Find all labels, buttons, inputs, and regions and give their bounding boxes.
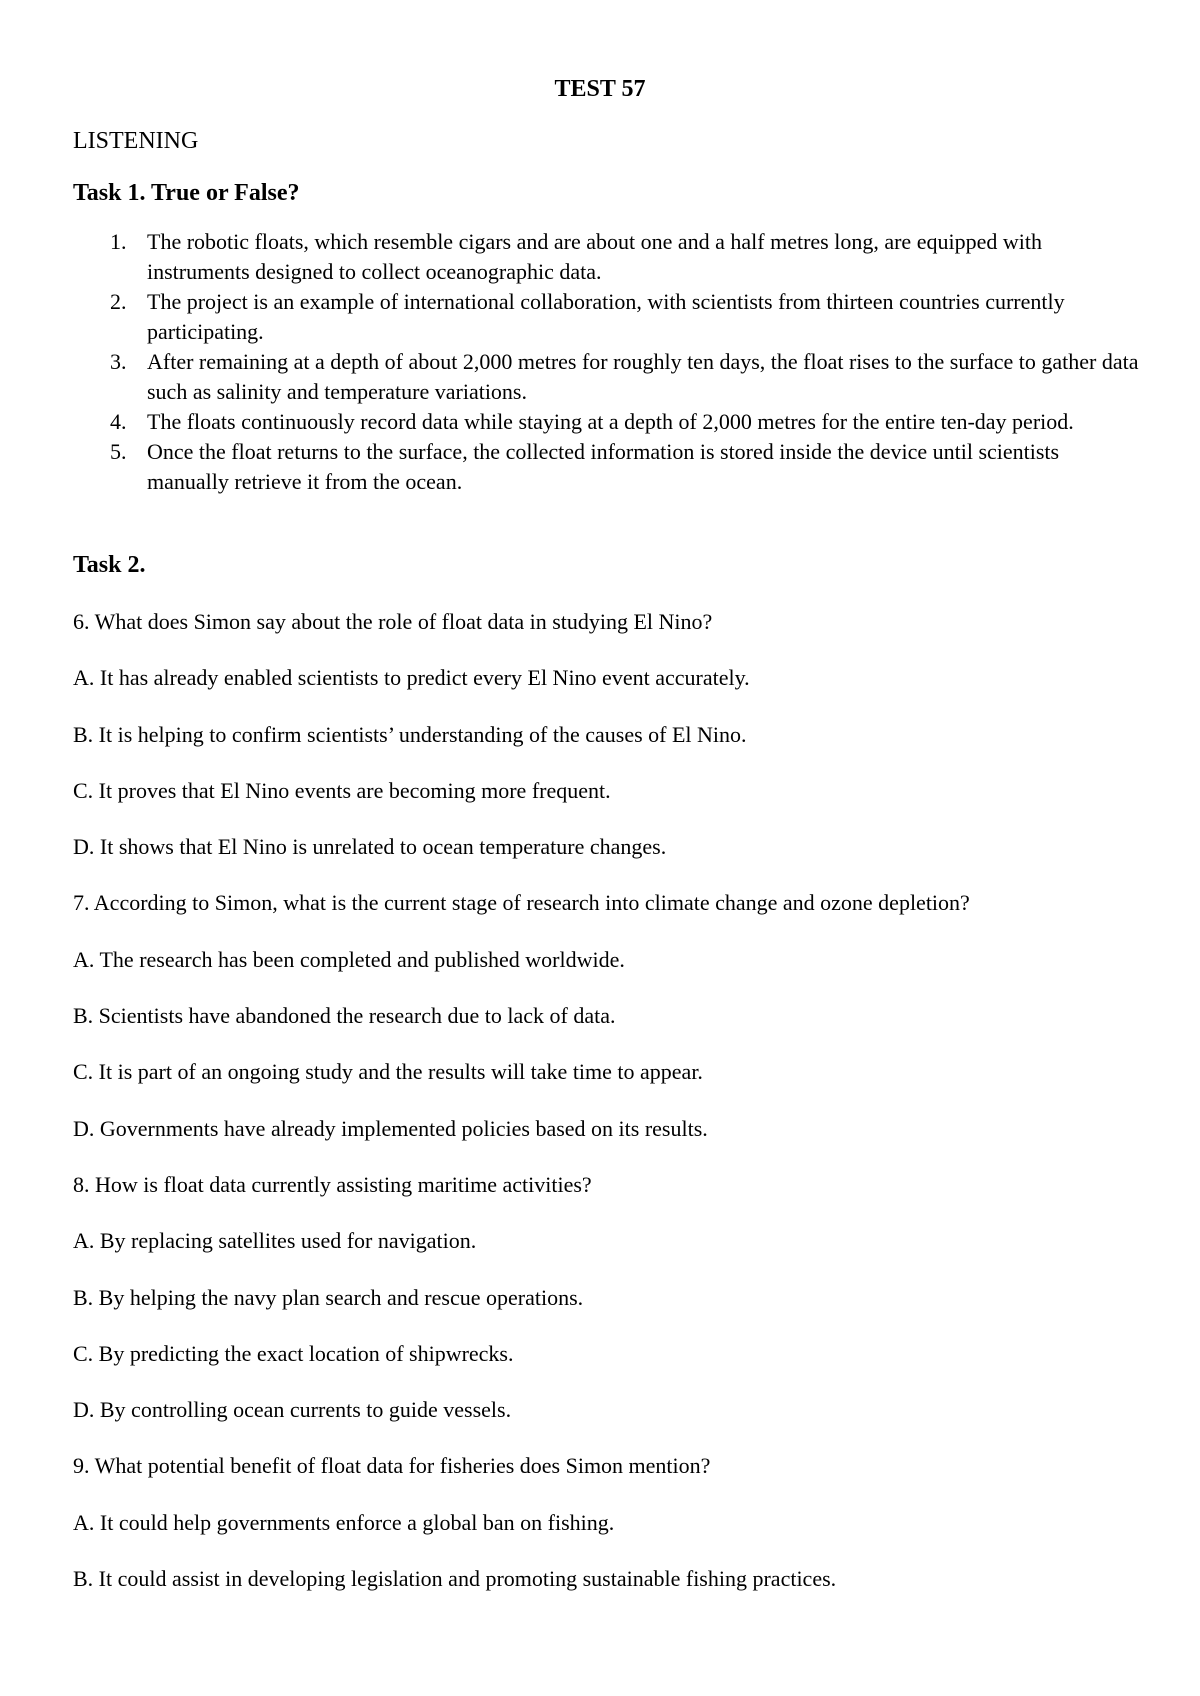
answer-option: B. It is helping to confirm scientists’ understanding of the causes of El Nino. — [73, 721, 747, 747]
list-item — [110, 407, 1140, 437]
item-text: The project is an example of international collaboration, with scientists from thirteen countries currently participating. — [147, 289, 1065, 344]
section-label-listening: LISTENING — [73, 128, 199, 154]
answer-option: D. By controlling ocean currents to guide vessels. — [73, 1397, 512, 1423]
task2-questions — [73, 607, 1153, 1620]
item-text: The robotic floats, which resemble cigars and are about one and a half metres long, are equipped with instruments designed to collect oceanographic data. — [147, 229, 1042, 284]
answer-option: D. Governments have already implemented policies based on its results. — [73, 1115, 708, 1141]
item-number: 4. — [110, 409, 127, 434]
item-text: After remaining at a depth of about 2,000 metres for roughly ten days, the float rises to the surface to gather data such as salinity and temperature variations. — [147, 349, 1139, 404]
item-text: Once the float returns to the surface, the collected information is stored inside the device until scientists manually retrieve it from the ocean. — [147, 439, 1060, 494]
question-8: 8. How is float data currently assisting maritime activities? — [73, 1171, 592, 1197]
question-9: 9. What potential benefit of float data for fisheries does Simon mention? — [73, 1453, 711, 1479]
answer-option: A. The research has been completed and published worldwide. — [73, 946, 625, 972]
question-7: 7. According to Simon, what is the current stage of research into climate change and ozone depletion? — [73, 890, 970, 916]
task2-heading: Task 2. — [73, 552, 146, 578]
list-item — [110, 437, 1140, 497]
answer-option: D. It shows that El Nino is unrelated to ocean temperature changes. — [73, 834, 667, 860]
answer-option: B. Scientists have abandoned the research due to lack of data. — [73, 1003, 616, 1029]
item-number: 3. — [110, 349, 127, 374]
list-item — [110, 287, 1140, 347]
test-title: TEST 57 — [554, 76, 646, 102]
item-number: 2. — [110, 289, 127, 314]
task1-heading: Task 1. True or False? — [73, 180, 300, 206]
question-6: 6. What does Simon say about the role of float data in studying El Nino? — [73, 609, 713, 634]
answer-option: A. By replacing satellites used for navigation. — [73, 1228, 477, 1254]
item-text: The floats continuously record data while staying at a depth of 2,000 metres for the entire ten-day period. — [147, 409, 1074, 434]
answer-option: B. It could assist in developing legislation and promoting sustainable fishing practices. — [73, 1566, 837, 1592]
true-false-list — [110, 227, 1140, 497]
answer-option: A. It has already enabled scientists to predict every El Nino event accurately. — [73, 665, 750, 691]
list-item — [110, 347, 1140, 407]
list-item — [110, 227, 1140, 287]
answer-option: C. By predicting the exact location of shipwrecks. — [73, 1340, 514, 1366]
answer-option: C. It is part of an ongoing study and the results will take time to appear. — [73, 1059, 703, 1085]
answer-option: A. It could help governments enforce a global ban on fishing. — [73, 1509, 615, 1535]
answer-option: B. By helping the navy plan search and rescue operations. — [73, 1284, 584, 1310]
answer-option: C. It proves that El Nino events are becoming more frequent. — [73, 777, 611, 803]
item-number: 5. — [110, 439, 127, 464]
item-number: 1. — [110, 229, 127, 254]
